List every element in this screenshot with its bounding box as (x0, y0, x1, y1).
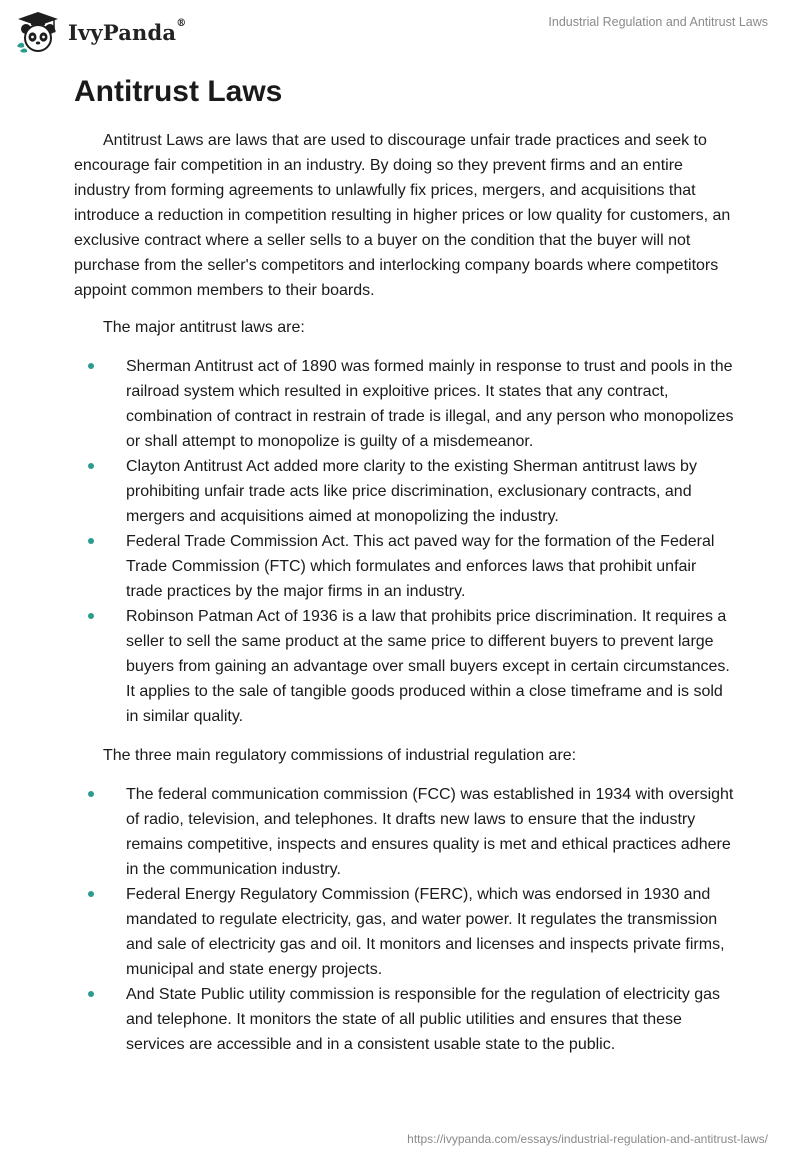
list-item-text: Clayton Antitrust Act added more clarity to the existing Sherman antitrust laws by prohibiting unfair trade acts like price discrimination, exclusionary contracts, and mergers and acquisitions aimed at monopolizing the industry. (126, 458, 697, 525)
trademark-symbol: ® (176, 17, 187, 29)
bullet-dot-icon (88, 891, 94, 897)
list-item-text: The federal communication commission (FCC) was established in 1934 with oversight of radio, television, and telephones. It drafts new laws to ensure that the industry remains competitive, inspects and ensures quality is met and ethical practices adhere in the communication industry. (126, 786, 734, 878)
article-body (74, 74, 734, 1071)
regulatory-commissions-list (74, 782, 734, 1057)
bullet-dot-icon (88, 363, 94, 369)
brand-text: IvyPanda (68, 19, 177, 45)
antitrust-laws-list (74, 354, 734, 729)
panda-graduation-cap-icon (14, 10, 62, 54)
page-header (0, 0, 800, 70)
ivypanda-logo[interactable] (14, 10, 186, 54)
intro-paragraph: Antitrust Laws are laws that are used to discourage unfair trade practices and seek to encourage fair competition in an industry. By doing so they prevent firms and an entire industry from forming agreements to unlawfully fix prices, mergers, and acquisitions that introduce a reduction in competition resulting in higher prices or low quality for customers, an exclusive contract where a seller sells to a buyer on the condition that the buyer will not purchase from the seller's competitors and interlocking company boards where competitors appoint common members to their boards. (74, 132, 731, 299)
list-item (74, 354, 734, 454)
list-item (74, 454, 734, 529)
list-item-text: And State Public utility commission is responsible for the regulation of electricity gas and telephone. It monitors the state of all public utilities and ensures that these services are accessible and in a consistent usable state to the public. (126, 986, 721, 1053)
bullet-dot-icon (88, 991, 94, 997)
brand-name (68, 17, 187, 45)
bullet-dot-icon (88, 463, 94, 469)
laws-intro: The major antitrust laws are: (103, 319, 305, 336)
list-item (74, 882, 734, 982)
source-url-link[interactable]: https://ivypanda.com/essays/industrial-regulation-and-antitrust-laws/ (407, 1132, 768, 1146)
list-item-text: Robinson Patman Act of 1936 is a law that prohibits price discrimination. It requires a seller to sell the same product at the same price to different buyers to prevent large buyers from gaining an advantage over small buyers except in certain circumstances. It applies to the sale of tangible goods produced within a close timeframe and is sold in similar quality. (126, 608, 730, 725)
list-item (74, 604, 734, 729)
list-item (74, 529, 734, 604)
bullet-dot-icon (88, 791, 94, 797)
bullet-dot-icon (88, 538, 94, 544)
list-item (74, 782, 734, 882)
list-item-text: Sherman Antitrust act of 1890 was formed mainly in response to trust and pools in the railroad system which resulted in exploitive prices. It states that any contract, combination of contract in restrain of trade is illegal, and any person who monopolizes or shall attempt to monopolize is guilty of a misdemeanor. (126, 358, 734, 450)
list-item-text: Federal Trade Commission Act. This act paved way for the formation of the Federal Trade Commission (FTC) which formulates and enforces laws that prohibit unfair trade practices by the major firms in an industry. (126, 533, 715, 600)
commissions-intro: The three main regulatory commissions of industrial regulation are: (103, 747, 577, 764)
list-item-text: Federal Energy Regulatory Commission (FERC), which was endorsed in 1930 and mandated to regulate electricity, gas, and water power. It regulates the transmission and sale of electricity gas and oil. It monitors and licenses and inspects private firms, municipal and state energy projects. (126, 886, 725, 978)
document-title: Industrial Regulation and Antitrust Laws (548, 15, 768, 29)
list-item (74, 982, 734, 1057)
page-title: Antitrust Laws (74, 75, 283, 108)
bullet-dot-icon (88, 613, 94, 619)
